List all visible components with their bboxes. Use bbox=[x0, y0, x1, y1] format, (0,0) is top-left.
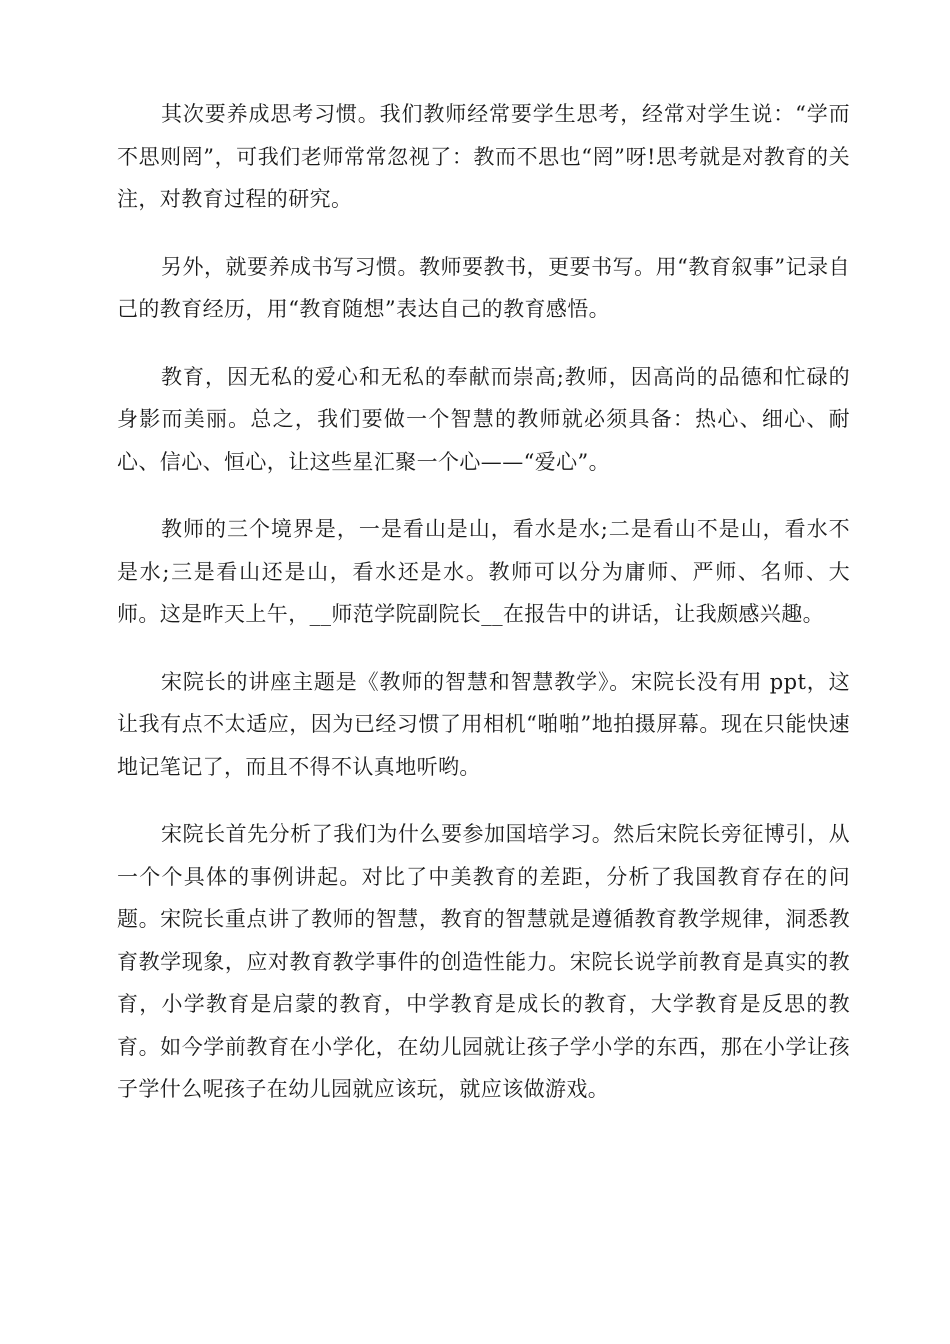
document-body bbox=[117, 93, 850, 1136]
paragraph-thinking-habit: 其次要养成思考习惯。我们教师经常要学生思考，经常对学生说：“学而不思则罔”，可我们老师常常忽视了：教而不思也“罔”呀!思考就是对教育的关注，对教育过程的研究。 bbox=[117, 102, 850, 211]
paragraph-writing-habit: 另外，就要养成书写习惯。教师要教书，更要书写。用“教育叙事”记录自己的教育经历，用“教育随想”表达自己的教育感悟。 bbox=[117, 254, 850, 321]
paragraph-lecture-topic: 宋院长的讲座主题是《教师的智慧和智慧教学》。宋院长没有用 ppt，这让我有点不太适应，因为已经习惯了用相机“啪啪”地拍摄屏幕。现在只能快速地记笔记了，而且不得不认真地听哟。 bbox=[117, 669, 850, 779]
paragraph-love-heart: 教育，因无私的爱心和无私的奉献而崇高;教师，因高尚的品德和忙碌的身影而美丽。总之，我们要做一个智慧的教师就必须具备：热心、细心、耐心、信心、恒心，让这些星汇聚一个心——“爱心”。 bbox=[117, 364, 850, 474]
paragraph-three-realms: 教师的三个境界是，一是看山是山，看水是水;二是看山不是山，看水不是水;三是看山还是山，看水还是水。教师可以分为庸师、严师、名师、大师。这是昨天上午，__师范学院副院长__在报告中的讲话，让我颇感兴趣。 bbox=[117, 517, 850, 626]
paragraph-lecture-content: 宋院长首先分析了我们为什么要参加国培学习。然后宋院长旁征博引，从一个个具体的事例讲起。对比了中美教育的差距，分析了我国教育存在的问题。宋院长重点讲了教师的智慧，教育的智慧就是遵循教育教学规律，洞悉教育教学现象，应对教育教学事件的创造性能力。宋院长说学前教育是真实的教育，小学教育是启蒙的教育，中学教育是成长的教育，大学教育是反思的教育。如今学前教育在小学化，在幼儿园就让孩子学小学的东西，那在小学让孩子学什么呢孩子在幼儿园就应该玩，就应该做游戏。 bbox=[117, 822, 850, 1101]
